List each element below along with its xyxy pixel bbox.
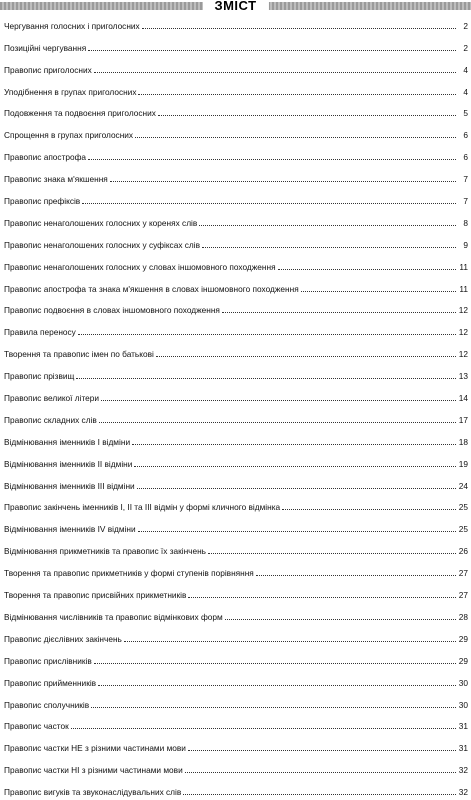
- dot-leader: [156, 356, 456, 357]
- toc-entry[interactable]: [4, 669, 468, 691]
- toc-entry[interactable]: [4, 362, 468, 384]
- dot-leader: [138, 94, 456, 95]
- toc-entry[interactable]: [4, 12, 468, 34]
- page-title: ЗМІСТ: [202, 0, 268, 13]
- toc-entry[interactable]: [4, 713, 468, 735]
- toc-entry-title: Правопис вигуків та звуконаслідувальних слів: [4, 787, 182, 798]
- toc-entry-title: Відмінювання іменників ІІ відміни: [4, 458, 133, 469]
- toc-entry-title: Правопис прізвищ: [4, 371, 75, 382]
- toc-entry-title: Правопис сполучників: [4, 699, 90, 710]
- toc-entry-title: Правопис подвоєння в словах іншомовного походження: [4, 305, 220, 316]
- toc-entry[interactable]: [4, 143, 468, 165]
- toc-entry[interactable]: [4, 515, 468, 537]
- toc-entry[interactable]: [4, 275, 468, 297]
- dot-leader: [202, 247, 456, 248]
- dot-leader: [188, 750, 456, 751]
- toc-entry-page-number: 6: [463, 152, 468, 163]
- toc-entry-title: Правопис складних слів: [4, 414, 97, 425]
- dot-leader: [94, 72, 456, 73]
- toc-entry-title: Відмінювання прикметників та правопис їх закінчень: [4, 546, 207, 557]
- toc-entry-page-number: 25: [458, 502, 468, 513]
- toc-entry-page-number: 11: [459, 261, 468, 272]
- toc-entry-title: Відмінювання іменників ІІІ відміни: [4, 480, 135, 491]
- dot-leader: [132, 444, 456, 445]
- toc-entry[interactable]: [4, 778, 468, 800]
- toc-entry[interactable]: [4, 318, 468, 340]
- toc-entry-page-number: 7: [463, 196, 468, 207]
- dot-leader: [188, 597, 456, 598]
- toc-entry[interactable]: [4, 450, 468, 472]
- toc-entry-title: Уподібнення в групах приголосних: [4, 86, 137, 97]
- toc-entry-title: Правопис закінчень іменників І, ІІ та ІІІ відмін у формі кличного відмінка: [4, 502, 281, 513]
- toc-entry[interactable]: [4, 625, 468, 647]
- toc-entry[interactable]: [4, 209, 468, 231]
- toc-entry[interactable]: [4, 756, 468, 778]
- toc-entry[interactable]: [4, 231, 468, 253]
- toc-entry-title: Творення та правопис імен по батькові: [4, 349, 154, 360]
- dot-leader: [278, 269, 456, 270]
- toc-entry[interactable]: [4, 56, 468, 78]
- toc-entry[interactable]: [4, 647, 468, 669]
- toc-entry-page-number: 18: [458, 436, 468, 447]
- toc-entry-page-number: 31: [458, 721, 468, 732]
- toc-entry-title: Правопис частки НЕ з різними частинами мови: [4, 743, 186, 754]
- toc-entry-page-number: 27: [458, 568, 468, 579]
- toc-entry-page-number: 31: [458, 743, 468, 754]
- toc-entry-page-number: 4: [463, 64, 468, 75]
- toc-entry-title: Правопис частки НІ з різними частинами мови: [4, 765, 183, 776]
- dot-leader: [82, 203, 456, 204]
- toc-entry[interactable]: [4, 734, 468, 756]
- page-header: [0, 0, 471, 12]
- toc-entry-page-number: 17: [458, 414, 468, 425]
- toc-entry-title: Творення та правопис прикметників у формі ступенів порівняння: [4, 568, 254, 579]
- toc-entry[interactable]: [4, 165, 468, 187]
- toc-entry[interactable]: [4, 121, 468, 143]
- toc-entry[interactable]: [4, 384, 468, 406]
- toc-entry[interactable]: [4, 297, 468, 319]
- dot-leader: [88, 159, 456, 160]
- toc-entry[interactable]: [4, 78, 468, 100]
- toc-entry-page-number: 9: [463, 239, 468, 250]
- dot-leader: [158, 115, 456, 116]
- toc-entry-title: Правопис прислівників: [4, 655, 92, 666]
- toc-entry-title: Відмінювання іменників IV відміни: [4, 524, 136, 535]
- dot-leader: [99, 422, 456, 423]
- dot-leader: [282, 509, 456, 510]
- toc-entry[interactable]: [4, 691, 468, 713]
- toc-entry-title: Чергування голосних і приголосних: [4, 20, 140, 31]
- toc-entry[interactable]: [4, 559, 468, 581]
- dot-leader: [256, 575, 456, 576]
- dot-leader: [225, 619, 456, 620]
- toc-entry-title: Правила переносу: [4, 327, 76, 338]
- dot-leader: [135, 137, 456, 138]
- toc-entry-page-number: 12: [458, 349, 468, 360]
- dot-leader: [78, 334, 456, 335]
- dot-leader: [110, 181, 456, 182]
- toc-entry-title: Відмінювання іменників І відміни: [4, 436, 131, 447]
- toc-entry-page-number: 12: [458, 305, 468, 316]
- toc-entry-page-number: 19: [458, 458, 468, 469]
- toc-entry-page-number: 32: [458, 765, 468, 776]
- toc-entry-page-number: 27: [458, 590, 468, 601]
- toc-entry[interactable]: [4, 428, 468, 450]
- dot-leader: [183, 794, 456, 795]
- toc-entry-title: Правопис ненаголошених голосних у словах іншомовного походження: [4, 261, 276, 272]
- toc-entry-page-number: 24: [458, 480, 468, 491]
- toc-entry-title: Творення та правопис присвійних прикметників: [4, 590, 187, 601]
- toc-entry-page-number: 12: [458, 327, 468, 338]
- toc-entry-page-number: 30: [458, 699, 468, 710]
- toc-entry-title: Позиційні чергування: [4, 42, 87, 53]
- toc-entry[interactable]: [4, 253, 468, 275]
- toc-entry-page-number: 28: [458, 611, 468, 622]
- toc-entry-page-number: 32: [458, 787, 468, 798]
- toc-entry-page-number: 14: [458, 393, 468, 404]
- toc-entry-title: Правопис великої літери: [4, 393, 100, 404]
- toc-entry-title: Подовження та подвоєння приголосних: [4, 108, 156, 119]
- dot-leader: [301, 291, 456, 292]
- dot-leader: [71, 728, 456, 729]
- toc-entry-page-number: 6: [463, 130, 468, 141]
- toc-entry-page-number: 8: [463, 217, 468, 228]
- dot-leader: [199, 225, 456, 226]
- toc-entry-page-number: 29: [458, 633, 468, 644]
- toc-entry-page-number: 26: [458, 546, 468, 557]
- toc-entry-title: Правопис приголосних: [4, 64, 92, 75]
- table-of-contents: [4, 12, 468, 800]
- toc-entry-page-number: 4: [463, 86, 468, 97]
- toc-entry[interactable]: [4, 494, 468, 516]
- dot-leader: [142, 28, 456, 29]
- toc-entry-title: Правопис ненаголошених голосних у суфіксах слів: [4, 239, 201, 250]
- dot-leader: [134, 466, 456, 467]
- dot-leader: [137, 488, 456, 489]
- toc-entry-page-number: 2: [463, 20, 468, 31]
- dot-leader: [76, 378, 456, 379]
- toc-entry-page-number: 5: [463, 108, 468, 119]
- toc-entry[interactable]: [4, 472, 468, 494]
- toc-entry-title: Відмінювання числівників та правопис відмінкових форм: [4, 611, 223, 622]
- toc-entry-page-number: 29: [458, 655, 468, 666]
- dot-leader: [138, 531, 456, 532]
- toc-entry[interactable]: [4, 100, 468, 122]
- toc-entry[interactable]: [4, 603, 468, 625]
- toc-entry-title: Правопис знака м'якшення: [4, 174, 108, 185]
- toc-entry-page-number: 25: [458, 524, 468, 535]
- toc-entry-page-number: 13: [458, 371, 468, 382]
- dot-leader: [208, 553, 456, 554]
- dot-leader: [101, 400, 456, 401]
- toc-entry-page-number: 30: [458, 677, 468, 688]
- toc-entry-page-number: 11: [459, 283, 468, 294]
- toc-entry-title: Правопис часток: [4, 721, 69, 732]
- toc-entry-page-number: 2: [463, 42, 468, 53]
- toc-entry-title: Правопис апострофа та знака м'якшення в словах іншомовного походження: [4, 283, 299, 294]
- dot-leader: [222, 312, 456, 313]
- toc-entry-title: Правопис префіксів: [4, 196, 81, 207]
- toc-entry[interactable]: [4, 581, 468, 603]
- toc-entry[interactable]: [4, 187, 468, 209]
- dot-leader: [88, 50, 456, 51]
- toc-entry[interactable]: [4, 34, 468, 56]
- toc-entry-page-number: 7: [463, 174, 468, 185]
- toc-entry-title: Правопис апострофа: [4, 152, 87, 163]
- toc-entry-title: Спрощення в групах приголосних: [4, 130, 134, 141]
- dot-leader: [94, 663, 456, 664]
- dot-leader: [91, 707, 456, 708]
- toc-entry[interactable]: [4, 537, 468, 559]
- dot-leader: [185, 772, 456, 773]
- dot-leader: [124, 641, 456, 642]
- dot-leader: [98, 685, 456, 686]
- toc-entry-title: Правопис прийменників: [4, 677, 97, 688]
- toc-entry[interactable]: [4, 340, 468, 362]
- toc-entry-title: Правопис дієслівних закінчень: [4, 633, 122, 644]
- toc-entry[interactable]: [4, 406, 468, 428]
- toc-entry-title: Правопис ненаголошених голосних у коренях слів: [4, 217, 198, 228]
